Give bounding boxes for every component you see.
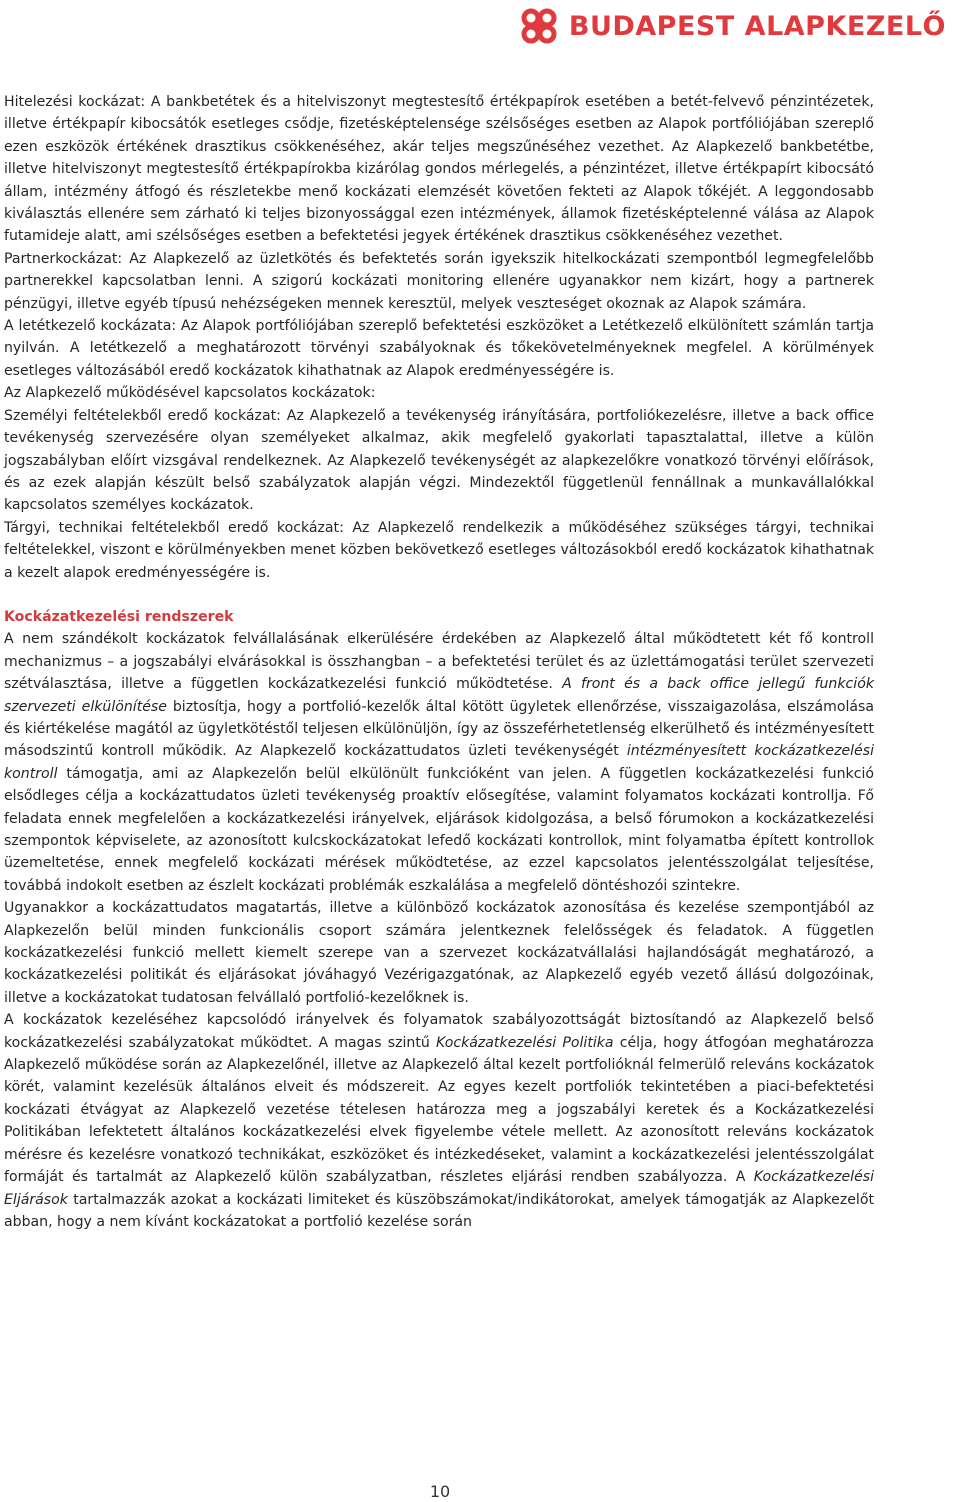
- text-run: tartalmazzák azokat a kockázati limiteket és küszöbszámokat/indikátorokat, amelyek támogatják az Alapkezelőt abban, hogy a nem kívánt kockázatokat a portfolió kezelése során: [4, 1191, 874, 1230]
- text-run: biztosítja, hogy a portfolió-kezelők által kötött ügyletek ellenőrzése, visszaigazolása, elszámolása és kiértékelése magától az ügyletkötéstől teljesen elkülönüljön, így az összeférhetetlenség elkerülhető és intézményesített másodszintű kontroll működik. Az Alapkezelő kockázattudatos üzleti tevékenységét: [4, 698, 874, 760]
- italic-text-run: Kockázatkezelési Politika: [435, 1034, 614, 1051]
- italic-text-run: Kockázatkezelési Eljárások: [4, 1169, 874, 1208]
- paragraph-counterparty-risk: Partnerkockázat: Az Alapkezelő az üzletkötés és befektetés során igyekszik hitelkockázati szempontból legmegfelelőbb partnerekkel kapcsolatban lenni. A szigorú kockázati monitoring ellenére ugyanakkor nem kizárt, hogy a partnerek pénzügyi, illetve egyéb típusú nehézségeken mennek keresztül, melyek veszteséget okoznak az Alapok számára.: [4, 250, 874, 312]
- budapest-alapkezelo-logo-mark-icon: [519, 6, 559, 46]
- paragraph-custodian-risk: A letétkezelő kockázata: Az Alapok portfóliójában szereplő befektetési eszközöket a Letétkezelő elkülönített számlán tartja nyilván. A letétkezelő a meghatározott törvényi szabályoknak és tőkekövetelményeknek megfelel. A körülmények esetleges változásából eredő kockázatok kihathatnak az Alapok eredményességére is.: [4, 318, 874, 379]
- paragraph-technical-risk: Tárgyi, technikai feltételekből eredő kockázat: Az Alapkezelő rendelkezik a működéséhez szükséges tárgyi, technikai feltételekkel, viszont e körülményekben menet közben bekövetkező esetleges változásokból eredő kockázatok kihathatnak a kezelt alapok eredményességére is.: [4, 519, 874, 581]
- page-number: 10: [429, 1482, 451, 1501]
- paragraph-operational-heading: Az Alapkezelő működésével kapcsolatos kockázatok:: [4, 385, 376, 402]
- logo: [519, 4, 946, 48]
- page-header: [0, 0, 960, 60]
- paragraph-credit-risk: Hitelezési kockázat: A bankbetétek és a hitelviszonyt megtestesítő értékpapírok esetében a betét-felvevő pénzintézetek, illetve értékpapír kibocsátók esetleges csődje, fizetésképtelensége szélsőséges esetben az Alapok portfóliójában szereplő ezen eszközök értékének drasztikus csökkenéséhez, akár teljes megszűnéséhez vezethet. Az Alapkezelő bankbetétbe, illetve hitelviszonyt megtestesítő értékpapírokba kizárólag gondos mérlegelés, a pénzintézet, illetve értékpapírt kibocsátó állam, intézmény átfogó és részletekbe menő kockázati elemzését követően fekteti az Alapok tőkéjét. A leggondosabb kiválasztás ellenére sem zárható ki teljes bizonyossággal ezen intézmények, államok fizetésképtelenné válása az Alapok futamideje alatt, ami szélsőséges esetben a befektetési jegyek értékének drasztikus csökkenéséhez vezethet.: [4, 94, 874, 245]
- text-run: támogatja, ami az Alapkezelőn belül elkülönült funkcióként van jelen. A független kockázatkezelési funkció elsődleges célja a kockázattudatos üzleti tevékenység proaktív elősegítése, valamint folyamatos kockázati kontrollja. Fő feladata ennek megfelelően a kockázatkezelési irányelvek, eljárások kidolgozása, a belső fórumokon a kockázatkezelési szempontok képviselete, az azonosított kulcskockázatokat lefedő kockázati kontrollok, mint folyamatba épített kontrollok üzemeltetése, ennek megfelelő kockázati mérések működtetése, az ezzel kapcsolatos jelentésszolgálat teljesítése, továbbá indokolt esetben az észlelt kockázati problémák eszkalálása a megfelelő döntéshozói szintekre.: [4, 765, 874, 894]
- paragraph-personnel-risk: Személyi feltételekből eredő kockázat: Az Alapkezelő a tevékenység irányítására, portfoliókezelésre, illetve a back office tevékenység szervezésére olyan személyeket alkalmaz, akik megfelelő gyakorlati tapasztalattal, illetve a külön jogszabályban előírt vizsgával rendelkeznek. Az Alapkezelő tevékenységét az alapkezelőkre vonatkozó törvényi előírások, és az ezek alapján készült belső szabályzatok alapján végzi. Mindezektől függetlenül fennállnak a munkavállalókkal kapcsolatos személyes kockázatok.: [4, 407, 874, 514]
- logo-text: BUDAPEST ALAPKEZELŐ: [568, 10, 946, 42]
- section-title: Kockázatkezelési rendszerek: [4, 608, 234, 625]
- paragraph-control-mechanisms: [4, 628, 874, 897]
- text-run: A nem szándékolt kockázatok felvállalásának elkerülésére érdekében az Alapkezelő által működtetett két fő kontroll mechanizmus – a jogszabályi elvárásokkal is összhangban – a befektetési terület és az üzlettámogatási terület szervezeti szétválasztása, illetve a független kockázatkezelési funkció működtetése.: [4, 631, 874, 693]
- italic-text-run: intézményesített kockázatkezelési kontroll: [4, 743, 874, 782]
- text-run: célja, hogy átfogóan meghatározza Alapkezelő működése során az Alapkezelőnél, illetve az Alapkezelő által kezelt portfolióknál felmerülő releváns kockázatok körét, valamint kezelésük általános elveit és módszereit. Az egyes kezelt portfoliók tekintetében a piaci-befektetési kockázati étvágyat az Alapkezelő vezetése tételesen határozza meg a jogszabályi keretek és a Kockázatkezelési Politikában lefektetett általános kockázatkezelési elvek figyelembe vétele mellett. Az azonosított releváns kockázatok mérésre és kezelésre vonatkozó technikákat, eszközöket és intézkedéseket, valamint a kockázatkezelési jelentésszolgálat formáját és tartalmát az Alapkezelő külön szabályzatban, részletes eljárási rendben szabályozza. A: [4, 1034, 874, 1186]
- document-body: [4, 91, 874, 1233]
- italic-text-run: A front és a back office jellegű funkciók szervezeti elkülönítése: [4, 676, 874, 715]
- text-run: A kockázatok kezeléséhez kapcsolódó irányelvek és folyamatok szabályozottságát biztosítandó az Alapkezelő belső kockázatkezelési szabályzatokat működtet. A magas szintű: [4, 1012, 874, 1051]
- paragraph-regulations: [4, 1009, 874, 1233]
- paragraph-responsibilities: Ugyanakkor a kockázattudatos magatartás, illetve a különböző kockázatok azonosítása és kezelése szempontjából az Alapkezelőn belül minden funkcionális csoport számára jelentkeznek felelősségek és feladatok. A független kockázatkezelési funkció mellett kiemelt szerepe van a szervezet kockázatvállalási hajlandóságát meghatározó, a kockázatkezelési politikát és eljárásokat jóváhagyó Vezérigazgatónak, az Alapkezelő egyéb vezető állású dolgozóinak, illetve a kockázatokat tudatosan felvállaló portfolió-kezelőknek is.: [4, 900, 874, 1006]
